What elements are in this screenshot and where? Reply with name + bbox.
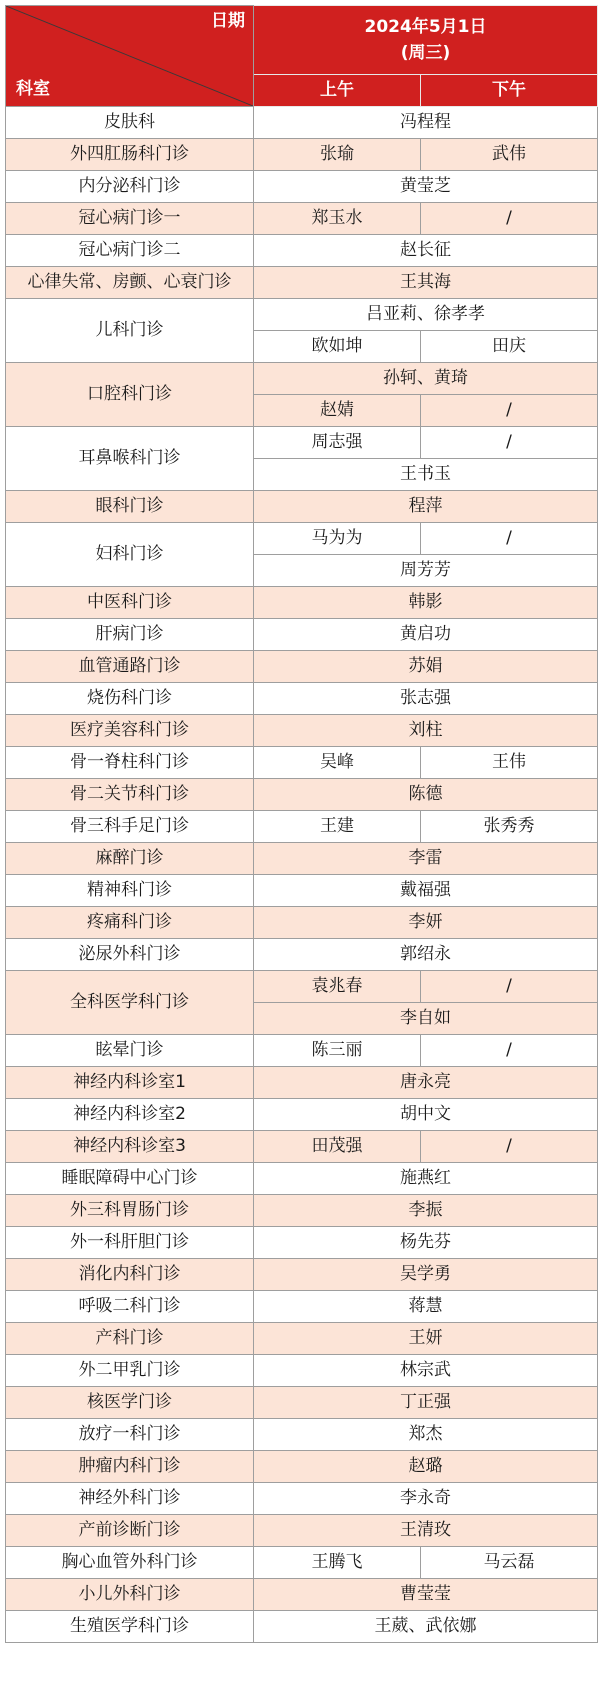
am-doctor-cell: 王建	[254, 811, 421, 843]
doctor-cell: 王书玉	[254, 459, 598, 491]
dept-cell: 肿瘤内科门诊	[6, 1451, 254, 1483]
am-header: 上午	[254, 75, 421, 107]
doctor-cell: 李雷	[254, 843, 598, 875]
doctor-cell: 孙轲、黄琦	[254, 363, 598, 395]
table-row	[6, 235, 598, 267]
am-doctor-cell: 陈三丽	[254, 1035, 421, 1067]
doctor-cell: 郭绍永	[254, 939, 598, 971]
am-doctor-cell: 赵婧	[254, 395, 421, 427]
dept-cell: 精神科门诊	[6, 875, 254, 907]
dept-cell: 消化内科门诊	[6, 1259, 254, 1291]
table-row	[6, 1451, 598, 1483]
dept-cell: 外三科胃肠门诊	[6, 1195, 254, 1227]
dept-cell: 泌尿外科门诊	[6, 939, 254, 971]
dept-cell: 骨一脊柱科门诊	[6, 747, 254, 779]
am-doctor-cell: 张瑜	[254, 139, 421, 171]
table-row	[6, 907, 598, 939]
doctor-cell: 韩影	[254, 587, 598, 619]
dept-cell: 外二甲乳门诊	[6, 1355, 254, 1387]
dept-cell: 耳鼻喉科门诊	[6, 427, 254, 491]
table-row	[6, 203, 598, 235]
dept-cell: 心律失常、房颤、心衰门诊	[6, 267, 254, 299]
doctor-cell: 赵璐	[254, 1451, 598, 1483]
dept-cell: 产科门诊	[6, 1323, 254, 1355]
pm-doctor-cell: /	[421, 395, 598, 427]
doctor-cell: 王妍	[254, 1323, 598, 1355]
doctor-cell: 张志强	[254, 683, 598, 715]
table-row	[6, 1611, 598, 1643]
am-doctor-cell: 欧如坤	[254, 331, 421, 363]
dept-cell: 烧伤科门诊	[6, 683, 254, 715]
table-row	[6, 1067, 598, 1099]
doctor-cell: 林宗武	[254, 1355, 598, 1387]
dept-cell: 神经内科诊室3	[6, 1131, 254, 1163]
dept-cell: 神经外科门诊	[6, 1483, 254, 1515]
dept-cell: 生殖医学科门诊	[6, 1611, 254, 1643]
table-row	[6, 1419, 598, 1451]
dept-cell: 呼吸二科门诊	[6, 1291, 254, 1323]
doctor-cell: 苏娟	[254, 651, 598, 683]
table-row	[6, 171, 598, 203]
header-corner	[6, 6, 254, 107]
table-row	[6, 619, 598, 651]
doctor-cell: 李永奇	[254, 1483, 598, 1515]
table-row	[6, 491, 598, 523]
pm-header: 下午	[421, 75, 598, 107]
dept-cell: 肝病门诊	[6, 619, 254, 651]
dept-cell: 冠心病门诊二	[6, 235, 254, 267]
doctor-cell: 施燕红	[254, 1163, 598, 1195]
doctor-cell: 吕亚莉、徐孝孝	[254, 299, 598, 331]
table-row	[6, 779, 598, 811]
weekday-text: (周三)	[400, 43, 451, 63]
date-header	[254, 6, 598, 75]
doctor-cell: 李自如	[254, 1003, 598, 1035]
doctor-cell: 李妍	[254, 907, 598, 939]
dept-cell: 内分泌科门诊	[6, 171, 254, 203]
dept-cell: 皮肤科	[6, 107, 254, 139]
dept-cell: 中医科门诊	[6, 587, 254, 619]
pm-doctor-cell: /	[421, 427, 598, 459]
table-row	[6, 1163, 598, 1195]
dept-cell: 麻醉门诊	[6, 843, 254, 875]
dept-cell: 妇科门诊	[6, 523, 254, 587]
am-doctor-cell: 袁兆春	[254, 971, 421, 1003]
schedule-table	[5, 5, 598, 1643]
table-row	[6, 1291, 598, 1323]
doctor-cell: 王其海	[254, 267, 598, 299]
pm-doctor-cell: 马云磊	[421, 1547, 598, 1579]
pm-doctor-cell: /	[421, 1131, 598, 1163]
dept-cell: 疼痛科门诊	[6, 907, 254, 939]
table-row	[6, 811, 598, 843]
table-row	[6, 1099, 598, 1131]
doctor-cell: 胡中文	[254, 1099, 598, 1131]
table-row	[6, 1579, 598, 1611]
dept-cell: 骨三科手足门诊	[6, 811, 254, 843]
table-row	[6, 587, 598, 619]
dept-cell: 小儿外科门诊	[6, 1579, 254, 1611]
doctor-cell: 唐永亮	[254, 1067, 598, 1099]
am-doctor-cell: 郑玉水	[254, 203, 421, 235]
table-row	[6, 1131, 598, 1163]
pm-doctor-cell: 王伟	[421, 747, 598, 779]
doctor-cell: 蒋慧	[254, 1291, 598, 1323]
table-row	[6, 1355, 598, 1387]
doctor-cell: 周芳芳	[254, 555, 598, 587]
doctor-cell: 吴学勇	[254, 1259, 598, 1291]
doctor-cell: 冯程程	[254, 107, 598, 139]
date-text: 2024年5月1日	[364, 17, 487, 37]
dept-cell: 血管通路门诊	[6, 651, 254, 683]
doctor-cell: 陈德	[254, 779, 598, 811]
dept-cell: 冠心病门诊一	[6, 203, 254, 235]
pm-doctor-cell: 张秀秀	[421, 811, 598, 843]
doctor-cell: 王清玫	[254, 1515, 598, 1547]
dept-cell: 医疗美容科门诊	[6, 715, 254, 747]
table-row	[6, 1259, 598, 1291]
table-row	[6, 267, 598, 299]
table-row	[6, 1515, 598, 1547]
table-row	[6, 683, 598, 715]
pm-doctor-cell: /	[421, 523, 598, 555]
am-doctor-cell: 周志强	[254, 427, 421, 459]
dept-cell: 外一科肝胆门诊	[6, 1227, 254, 1259]
table-row	[6, 1483, 598, 1515]
dept-cell: 眩晕门诊	[6, 1035, 254, 1067]
dept-cell: 产前诊断门诊	[6, 1515, 254, 1547]
dept-cell: 全科医学科门诊	[6, 971, 254, 1035]
table-row	[6, 363, 598, 395]
table-row	[6, 139, 598, 171]
pm-doctor-cell: /	[421, 1035, 598, 1067]
doctor-cell: 郑杰	[254, 1419, 598, 1451]
doctor-cell: 戴福强	[254, 875, 598, 907]
doctor-cell: 丁正强	[254, 1387, 598, 1419]
dept-cell: 核医学门诊	[6, 1387, 254, 1419]
doctor-cell: 黄启功	[254, 619, 598, 651]
table-row	[6, 523, 598, 555]
header-row-date	[6, 6, 598, 75]
date-label: 日期	[211, 11, 245, 31]
doctor-cell: 程萍	[254, 491, 598, 523]
dept-cell: 神经内科诊室1	[6, 1067, 254, 1099]
table-row	[6, 427, 598, 459]
table-row	[6, 939, 598, 971]
dept-cell: 胸心血管外科门诊	[6, 1547, 254, 1579]
table-row	[6, 1035, 598, 1067]
table-row	[6, 747, 598, 779]
am-doctor-cell: 王腾飞	[254, 1547, 421, 1579]
table-row	[6, 715, 598, 747]
pm-doctor-cell: 武伟	[421, 139, 598, 171]
dept-cell: 口腔科门诊	[6, 363, 254, 427]
dept-cell: 骨二关节科门诊	[6, 779, 254, 811]
dept-cell: 放疗一科门诊	[6, 1419, 254, 1451]
dept-cell: 外四肛肠科门诊	[6, 139, 254, 171]
table-row	[6, 651, 598, 683]
am-doctor-cell: 田茂强	[254, 1131, 421, 1163]
dept-cell: 神经内科诊室2	[6, 1099, 254, 1131]
doctor-cell: 杨先芬	[254, 1227, 598, 1259]
doctor-cell: 刘柱	[254, 715, 598, 747]
am-doctor-cell: 马为为	[254, 523, 421, 555]
doctor-cell: 赵长征	[254, 235, 598, 267]
table-row	[6, 1227, 598, 1259]
table-row	[6, 107, 598, 139]
dept-cell: 儿科门诊	[6, 299, 254, 363]
pm-doctor-cell: /	[421, 971, 598, 1003]
table-row	[6, 1195, 598, 1227]
doctor-cell: 黄莹芝	[254, 171, 598, 203]
dept-label: 科室	[16, 79, 50, 99]
doctor-cell: 李振	[254, 1195, 598, 1227]
am-doctor-cell: 吴峰	[254, 747, 421, 779]
table-row	[6, 843, 598, 875]
dept-cell: 睡眠障碍中心门诊	[6, 1163, 254, 1195]
table-row	[6, 299, 598, 331]
dept-cell: 眼科门诊	[6, 491, 254, 523]
table-row	[6, 971, 598, 1003]
table-row	[6, 1547, 598, 1579]
doctor-cell: 王葳、武依娜	[254, 1611, 598, 1643]
doctor-cell: 曹莹莹	[254, 1579, 598, 1611]
pm-doctor-cell: /	[421, 203, 598, 235]
table-row	[6, 1387, 598, 1419]
table-row	[6, 875, 598, 907]
pm-doctor-cell: 田庆	[421, 331, 598, 363]
table-row	[6, 1323, 598, 1355]
